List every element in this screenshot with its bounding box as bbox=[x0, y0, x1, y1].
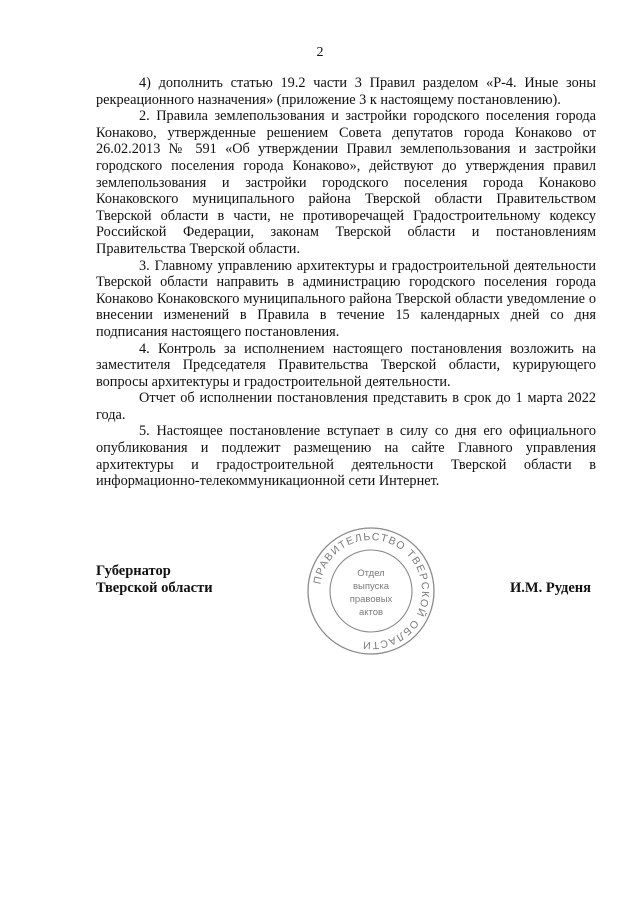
stamp-center-line-3: правовых bbox=[349, 594, 393, 605]
paragraph-report-deadline: Отчет об исполнении постановления представить в срок до 1 марта 2022 года. bbox=[96, 390, 596, 423]
document-body bbox=[96, 75, 596, 490]
signatory-title bbox=[96, 563, 213, 597]
signatory-title-line-2: Тверской области bbox=[96, 580, 213, 596]
paragraph-rules-validity: 2. Правила землепользования и застройки городского поселения города Конаково, утвержденные решением Совета депутатов города Конаково от 26.02.2013 № 591 «Об утверждении Правил землепользования и застройки городского поселения города Конаково», действуют до утверждения правил землепользования и застройки городского поселения города Конаково Конаковского муниципального района Тверской области Правительством Тверской области в части, не противоречащей Градостроительному кодексу Российской Федерации, законам Тверской области и постановлениям Правительства Тверской области. bbox=[96, 108, 596, 257]
stamp-center-line-4: актов bbox=[358, 607, 384, 618]
paragraph-control: 4. Контроль за исполнением настоящего постановления возложить на заместителя Председателя Правительства Тверской области, курирующего вопросы архитектуры и градостроительной деятельности. bbox=[96, 340, 596, 390]
stamp-center-line-2: выпуска bbox=[352, 581, 390, 592]
paragraph-notification: 3. Главному управлению архитектуры и градостроительной деятельности Тверской области направить в администрацию городского поселения города Конаково Конаковского муниципального района Тверской области уведомление о внесении изменений в Правила в течение 15 календарных дней со дня подписания настоящего постановления. bbox=[96, 257, 596, 340]
signatory-title-line-1: Губернатор bbox=[96, 563, 171, 579]
paragraph-item-4-addition: 4) дополнить статью 19.2 части 3 Правил разделом «Р-4. Иные зоны рекреационного назначения» (приложение 3 к настоящему постановлению). bbox=[96, 75, 596, 108]
page-number: 2 bbox=[316, 45, 324, 60]
stamp-center-line-1: Отдел bbox=[357, 568, 385, 579]
stamp-ring-text: ПРАВИТЕЛЬСТВО ТВЕРСКОЙ ОБЛАСТИ bbox=[311, 530, 432, 652]
official-stamp bbox=[306, 526, 436, 656]
signatory-name: И.М. Руденя bbox=[510, 580, 592, 596]
paragraph-effective-date: 5. Настоящее постановление вступает в силу со дня его официального опубликования и подлежит размещению на сайте Главного управления архитектуры и градостроительной деятельности Тверской области в информационно-телекоммуникационной сети Интернет. bbox=[96, 423, 596, 490]
